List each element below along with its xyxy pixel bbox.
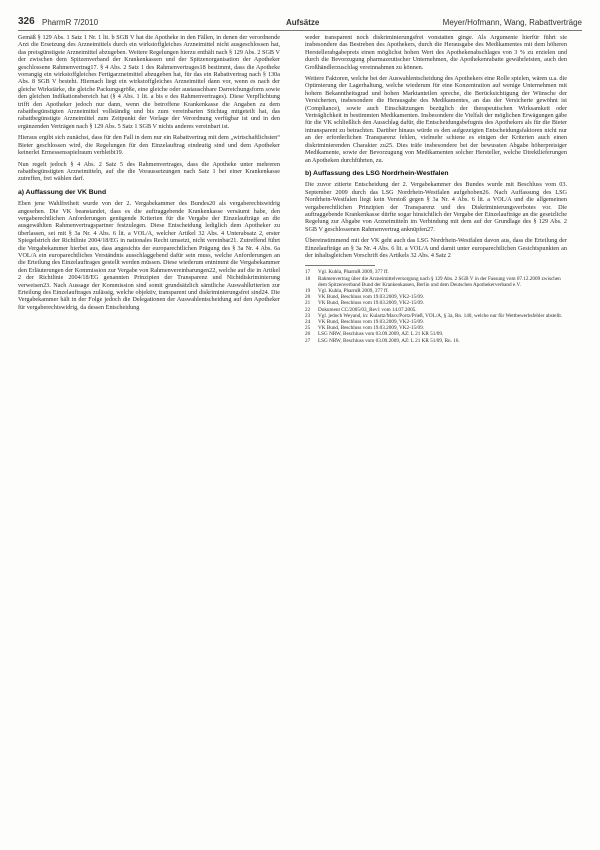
running-header bbox=[18, 16, 582, 30]
header-rule bbox=[18, 30, 582, 31]
footnotes bbox=[305, 269, 567, 343]
paragraph: Übereinstimmend mit der VK geht auch das LSG Nordrhein-Westfalen davon aus, dass die Erteilung der Einzelaufträge an § 3a Nr. 4 Abs. 6 lit. a VOL/A und damit unter europarechtlichen Gesichtspunkten an der inhaltsgleichen Vorschrift des Artikels 32 Abs. 4 Satz 2 bbox=[305, 237, 567, 259]
footnote: 22 Dokument CC/2005/03_Rev1 vom 14.07.2005. bbox=[305, 306, 417, 313]
footnote: 25 VK Bund, Beschluss vom 19.03.2009, VK2-15/09. bbox=[305, 325, 424, 332]
footnote: 23 Vgl. jedoch Weyand, in: Kulartz/Marx/Portz/Prieß, VOL/A, § 3a, Rn. 140, welche nur für Wettbewerbsfehler abstellt. bbox=[305, 312, 563, 319]
journal-reference: PharmR 7/2010 bbox=[42, 18, 99, 27]
footnote: 20 VK Bund, Beschluss vom 19.03.2009, VK2-15/09. bbox=[305, 294, 424, 301]
left-column bbox=[18, 34, 280, 315]
footnote: 26 LSG NRW, Beschluss vom 03.09.2009, AZ: L 21 KR 51/09. bbox=[305, 331, 444, 338]
footnote-rule bbox=[305, 265, 375, 266]
paragraph: Nun regelt jedoch § 4 Abs. 2 Satz 5 des Rahmenvertrages, dass die Apotheke unter mehreren rabattbegünstigten Arzneimitteln, auf die die Voraussetzungen nach Satz 1 bei einer Krankenkasse zutreffen, frei wählen darf. bbox=[18, 160, 280, 183]
footnote: 24 VK Bund, Beschluss vom 19.03.2009, VK2-15/09. bbox=[305, 319, 424, 325]
footnote: 21 VK Bund, Beschluss vom 19.03.2009, VK2-15/09. bbox=[305, 300, 424, 307]
footnote: 19 Vgl. Kuhla, PharmR 2009, 377 ff. bbox=[305, 287, 389, 294]
paragraph: Weitere Faktoren, welche bei der Auswahlentscheidung des Apothekers eine Rolle spielen, wären u.a. die Optimierung der Lagerhaltung, welche wiederum für eine Konzentration auf wenige Unternehmen mit hohem Bekanntheitsgrad und hohen Marktanteilen spreche, die Berücksichtigung der Wünsche der Versicherten, insbesondere die Herausgabe des Medikamentes, an das der Versicherte gewöhnt ist (Compliance), sowie auch Einschätzungen bezüglich der therapeutischen Wirksamkeit oder Verträglichkeit in bestimmten Medikamenten. Insbesondere die Vielfalt der möglichen Erwägungen gäbe für die VK schließlich den Ausschlag dafür, die Entscheidungsbefugnis des Apothekers als für die Bieter intransparent zu betrachten. Darüber hinaus würde es den aufgezeigten Entscheidungsfaktoren nicht nur an der erforderlichen Transparenz fehlen, vielmehr schiene es einigen der Kriterien auch einen diskriminierenden Charakter zu25. Dies träfe insbesondere bei der bewussten Abgabe höherpreisiger Medikamente, sowie der Bevorzugung von Medikamenten solcher Hersteller, welche Direktlieferungen an Apotheken durchführten, zu. bbox=[305, 75, 567, 164]
footnote: 18 Rahmenvertrag über die Arzneimittelversorgung nach § 129 Abs. 2 SGB V in der Fassung vom 07.12.2009 zwischen dem Spitzenverband Bund der Krankenkassen, Berlin und dem Deutschen Apothekerverband e.V. bbox=[305, 275, 561, 288]
article-authors: Meyer/Hofmann, Wang, Rabattverträge bbox=[442, 18, 582, 27]
section-heading: a) Auffassung der VK Bund bbox=[18, 188, 107, 196]
page-number: 326 bbox=[18, 16, 35, 27]
paragraph: Die zuvor zitierte Entscheidung der 2. Vergabekammer des Bundes wurde mit Beschluss vom 03. September 2009 durch das LSG Nordrhein-Westfalen aufgehoben26. Nach Auffassung des LSG Nordrhein-Westfalen liegt kein Verstoß gegen § 3a Nr. 4 Abs. 6 lit. a VOL/A und die allgemeinen vergaberechtlichen Prinzipien der Transparenz und des Diskriminierungsverbotes vor. Die auftraggebende Krankenkasse dürfte sogar hinsichtlich der Vergabe der Einzelaufträge an die gesetzliche Regelung zur Abgabe von Arzneimitteln im Verbindung mit dem auf der Grundlage des § 129 Abs. 2 SGB V geschlossenen Rahmenvertrag anknüpfen27. bbox=[305, 181, 567, 233]
paragraph: Hieraus ergibt sich zunächst, dass für den Fall in dem nur ein Rabattvertrag mit dem „wirtschaftlichsten“ Bieter geschlossen wird, die Regelungen für den Einzelauftrag eindeutig sind und dem Apotheker keinerlei Ermessensspielraum verbleibt19. bbox=[18, 134, 280, 157]
paragraph: Gemäß § 129 Abs. 1 Satz 1 Nr. 1 lit. b SGB V hat die Apotheke in den Fällen, in denen der verordnende Arzt die Ersetzung des Arzneimittels durch ein wirkstoffgleiches Arzneimittel nicht ausgeschlossen hat, das preisgünstigste Arzneimittel abzugeben. Weitere Regelungen hierzu enthält nach § 129 Abs. 2 SGB V der zwischen dem Spitzenverband der Krankenkassen und der Spitzenorganisation der Apotheker geschlossene Rahmenvertrag17. § 4 Abs. 2 Satz 1 des Rahmenvertrages18 bestimmt, dass die Apotheke vorrangig ein wirkstoffgleiches Fertigarzneimittel abzugeben hat, für das ein Rabattvertrag nach § 130a Abs. 8 SGB V besteht. Hiernach liegt ein wirkstoffgleiches Arzneimittel dann vor, wenn es nach der gleiche Wirkstärke, die gleiche Packungsgröße, eine gleiche oder austauschbare Darreichungsform sowie den gleichen Indikationsbereich hat (§ 4 Abs. 1 lit. a bis e des Rahmenvertrages). Diese Verpflichtung trifft den Apotheker jedoch nur dann, wenn die betroffene Krankenkasse die Angaben zu dem rabattbegünstigten Arzneimittel vollständig und bis zum vereinbarten Stichtag mitgeteilt hat, das rabattbegünstigte Arzneimittel zum Zeitpunkt der Vorlage der Verordnung verfügbar ist und in den ergänzenden Verträgen nach § 129 Abs. 5 Satz 1 SGB V nichts anderes vereinbart ist. bbox=[18, 34, 280, 130]
section-title: Aufsätze bbox=[286, 18, 320, 27]
right-column bbox=[305, 34, 567, 344]
section-heading: b) Auffassung des LSG Nordrhein-Westfalen bbox=[305, 169, 449, 177]
paragraph: weder transparent noch diskriminierungsfrei vonstatten ginge. Als Argumente hierfür führt sie insbesondere das Bestreben des Apothekers, durch die Herausgabe des Medikamentes mit dem höheren Herstellerabgabepreis einen möglichst hohen Wert des Apothekenabschlages von 3 % zu erzielen und durch die Bevorzugung pharmazeutischer Unternehmen, die Apothekenrabatte gewährleisten, auch den Großhändlerzuschlag vereinnahmen zu können. bbox=[305, 34, 567, 71]
footnote: 27 LSG NRW, Beschluss vom 03.09.2009, AZ: L 21 KR 51/09, Rn. 16. bbox=[305, 337, 460, 344]
paragraph: Eben jene Wahlfreiheit wurde von der 2. Vergabekammer des Bundes20 als vergaberechtswidrig angesehen. Die VK beanstandet, dass es die auftraggebende Krankenkasse versäumt habe, den vergaberechtlichen Anforderungen genügende Kriterien für die Vergabe der Einzelaufträge an die ausgewählten Rahmenvertragspartner festzulegen. Diese Entscheidung lediglich dem Apotheker zu überlassen, sei mit § 3a Nr. 4 Abs. 6 lit. a VOL/A, welcher Artikel 32 Abs. 4 Unterabsatz 2, erster Spiegelstrich der Richtlinie 2004/18/EG in nationales Recht umsetzt, nicht vereinbar21. Zutreffend führt die Vergabekammer hierbei aus, dass angesichts der europarechtlichen Prägung des § 3a Nr. 4 Abs. 6a VOL/A ein europarechtliches Verständnis ausschlaggebend dafür sein muss, welche Anforderungen an die Erteilung des Einzelauftrages gestellt werden müssen. Diese wiederum entnimmt die Vergabekammer den Erläuterungen der Kommission zur Vergabe von Rahmenvereinbarungen22, welche auf die in Artikel 2 der Richtlinie 2004/18/EG genannten Prinzipien der Transparenz und Nichtdiskriminierung verweisen23. Nach Aussage der Kommission sind somit grundsätzlich sämtliche Auswahlkriterien zur Erteilung des Einzelauftrages zulässig, welche objektiv, transparent und diskriminierungsfrei sind24. Die Vergabekammer hält in der Folge jedoch die Delegationen der Auswahlentscheidung auf den Apotheker für vergaberechtswidrig, da dessen Entscheidung bbox=[18, 200, 280, 311]
footnote: 17 Vgl. Kuhla, PharmR 2009, 377 ff. bbox=[305, 269, 389, 276]
